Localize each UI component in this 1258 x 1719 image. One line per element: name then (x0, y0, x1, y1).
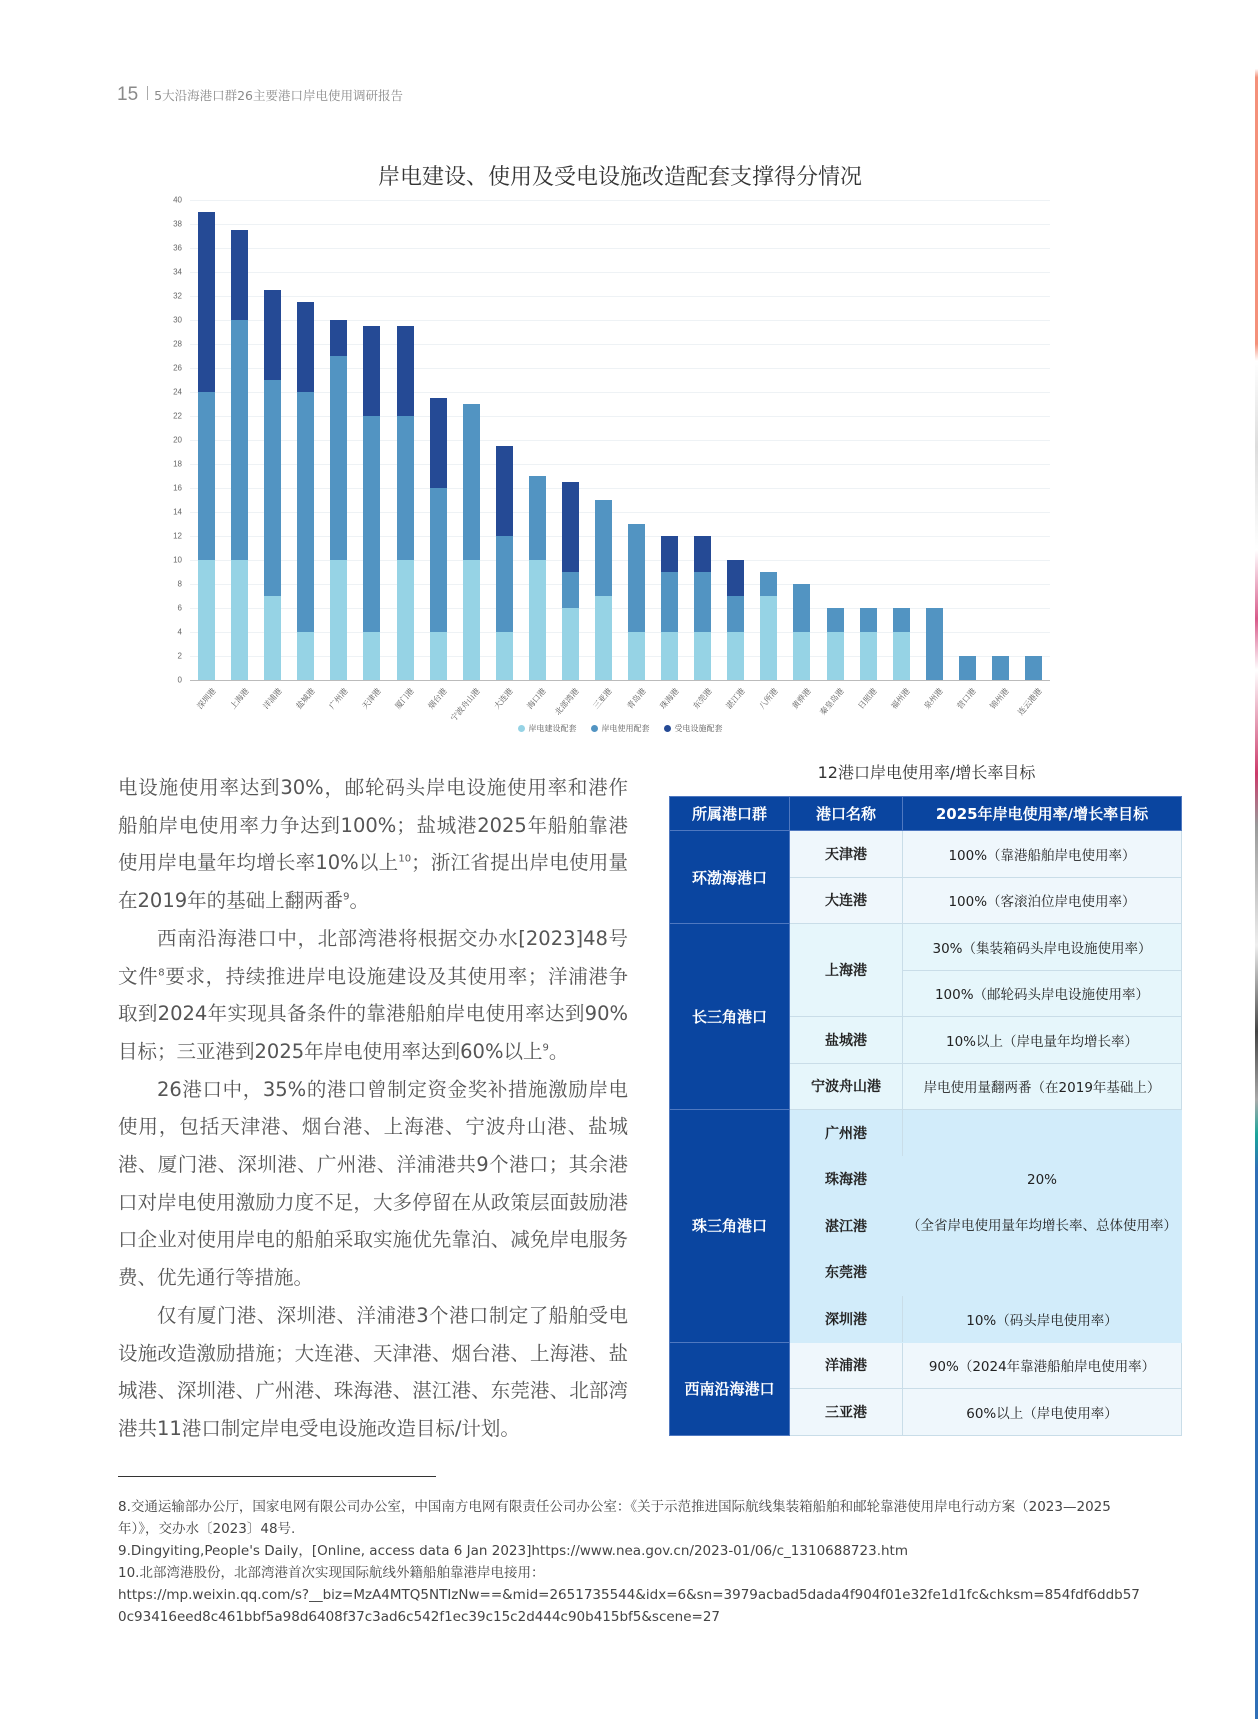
x-tick-label: 大连港 (492, 686, 515, 711)
table-row (670, 831, 1182, 878)
footnote-8: 8.交通运输部办公厅，国家电网有限公司办公室，中国南方电网有限责任公司办公室：《关于示范推进国际航线集装箱船舶和邮轮靠港使用岸电行动方案（2023—2025年）》，交办水〔2023〕48号. (118, 1499, 1111, 1537)
port-targets-table (669, 796, 1182, 1436)
x-tick-label: 广州港 (327, 686, 350, 711)
bar-segment (727, 632, 744, 680)
x-tick-label: 天津港 (360, 686, 383, 711)
x-tick-label: 日照港 (856, 686, 879, 711)
bar-segment (959, 656, 976, 680)
bar-大连港 (496, 446, 513, 680)
x-tick-label: 湛江港 (724, 686, 747, 711)
bar-segment (430, 398, 447, 488)
bar-八所港 (760, 572, 777, 680)
shared-target-note: （全省岸电使用量年均增长率、总体使用率） (907, 1217, 1177, 1234)
bar-segment (363, 632, 380, 680)
table-row (670, 1110, 1182, 1157)
bar-segment (198, 560, 215, 680)
bar-segment (694, 632, 711, 680)
bar-segment (727, 596, 744, 632)
legend-label: 受电设施配套 (674, 724, 723, 733)
x-axis-line (190, 680, 1050, 681)
shared-target-value: 20% (1026, 1171, 1057, 1188)
paragraph: 西南沿海港口中，北部湾港将根据交办水[2023]48号文件$^8$要求，持续推进岸电设施建设及其使用率；洋浦港争取到2024年实现具备条件的靠港船舶岸电使用率达到90%目标；三亚港到2025年岸电使用率达到60%以上$^9$。 (118, 926, 628, 1063)
bar-洋浦港 (264, 290, 281, 680)
bar-segment (198, 212, 215, 392)
bar-泉州港 (926, 608, 943, 680)
x-tick-label: 连云港港 (1016, 686, 1045, 717)
bar-东莞港 (694, 536, 711, 680)
footnote-ref: 8 (158, 967, 165, 979)
bar-segment (330, 560, 347, 680)
port-cell: 深圳港 (790, 1296, 903, 1343)
gridline (190, 584, 1050, 585)
table-title: 12港口岸电使用率/增长率目标 (817, 763, 1036, 782)
legend-label: 岸电使用配套 (601, 724, 650, 733)
legend-dot-icon (664, 725, 671, 732)
group-cell: 珠三角港口 (670, 1110, 790, 1343)
gridline (190, 416, 1050, 417)
gridline (190, 368, 1050, 369)
y-tick-label: 26 (173, 363, 182, 373)
bar-segment (595, 500, 612, 596)
bar-segment (430, 632, 447, 680)
bar-segment (231, 230, 248, 320)
bar-锦州港 (992, 656, 1009, 680)
chart-title: 岸电建设、使用及受电设施改造配套支撑得分情况 (377, 165, 862, 190)
bar-segment (463, 560, 480, 680)
table-row (670, 1342, 1182, 1389)
bar-segment (827, 608, 844, 632)
x-tick-label: 海口港 (525, 686, 548, 711)
port-cell: 广州港 (790, 1110, 903, 1157)
column-header-port-name: 港口名称 (790, 797, 903, 831)
page-number: 15 (117, 84, 139, 105)
gridline (190, 512, 1050, 513)
bar-segment (496, 446, 513, 536)
gridline (190, 464, 1050, 465)
bar-segment (595, 596, 612, 680)
bar-天津港 (363, 326, 380, 680)
x-tick-label: 珠海港 (657, 686, 681, 711)
gridline (190, 656, 1050, 657)
bar-segment (198, 392, 215, 560)
y-tick-label: 6 (177, 603, 182, 613)
bar-营口港 (959, 656, 976, 680)
x-tick-label: 深圳港 (194, 686, 218, 711)
bar-segment (827, 632, 844, 680)
bar-segment (628, 632, 645, 680)
port-cell: 盐城港 (790, 1017, 903, 1064)
bar-盐城港 (297, 302, 314, 680)
y-tick-label: 38 (173, 219, 182, 229)
gridline (190, 200, 1050, 201)
y-tick-label: 32 (173, 291, 182, 301)
bar-segment (397, 416, 414, 560)
x-tick-label: 秦皇岛港 (818, 686, 846, 717)
x-tick-label: 营口港 (955, 686, 978, 711)
y-tick-label: 20 (173, 435, 182, 445)
bar-青岛港 (628, 524, 645, 680)
bar-福州港 (893, 608, 910, 680)
bar-烟台港 (430, 398, 447, 680)
bar-segment (231, 560, 248, 680)
table-row (670, 924, 1182, 971)
bar-segment (363, 416, 380, 632)
bar-segment (529, 560, 546, 680)
y-tick-label: 2 (177, 651, 182, 661)
bar-segment (397, 326, 414, 416)
bar-黄骅港 (793, 584, 810, 680)
bar-segment (893, 608, 910, 632)
bar-segment (562, 608, 579, 680)
bar-segment (926, 608, 943, 680)
bar-segment (463, 404, 480, 560)
bar-segment (297, 302, 314, 392)
bar-日照港 (860, 608, 877, 680)
paragraph: 26港口中，35%的港口曾制定资金奖补措施激励岸电使用，包括天津港、烟台港、上海港、宁波舟山港、盐城港、厦门港、深圳港、广州港、洋浦港共9个港口；其余港口对岸电使用激励力度不足，大多停留在从政策层面鼓励港口企业对使用岸电的船舶采取实施优先靠泊、减免岸电服务费、优先通行等措施。 (118, 1077, 628, 1290)
gridline (190, 440, 1050, 441)
footnotes (118, 1496, 1148, 1628)
shared-target-cell (903, 1110, 1182, 1296)
footnote-10-link[interactable]: https://mp.weixin.qq.com/s?__biz=MzA4MTQ5NTIzNw==&mid=2651735544&idx=6&sn=3979acbad5dada4f904f01e32fe1d1fc&chksm=854fdf6ddb570c93416eed8c461bbf5a98d6408f37c3ad6c542f1ec39c15c2d444c90b415bf5&scene=27 (118, 1587, 1140, 1625)
x-tick-label: 福州港 (889, 686, 912, 711)
target-cell: 30%（集装箱码头岸电设施使用率） (903, 924, 1182, 971)
x-tick-label: 锦州港 (988, 686, 1012, 711)
legend-label: 岸电建设配套 (528, 724, 577, 733)
port-cell: 宁波舟山港 (790, 1063, 903, 1110)
bar-湛江港 (727, 560, 744, 680)
group-cell: 长三角港口 (670, 924, 790, 1110)
bar-连云港港 (1025, 656, 1042, 680)
port-cell: 上海港 (790, 924, 903, 1017)
legend-dot-icon (591, 725, 598, 732)
bar-segment (231, 320, 248, 560)
y-tick-label: 4 (177, 627, 182, 637)
bar-广州港 (330, 320, 347, 680)
footnote-10: 10.北部湾港股份，北部湾港首次实现国际航线外籍船舶靠港岸电接用： (118, 1565, 545, 1581)
bar-segment (330, 356, 347, 560)
bar-三亚港 (595, 500, 612, 680)
footnote-divider (118, 1476, 436, 1477)
gridline (190, 224, 1050, 225)
x-tick-label: 厦门港 (393, 686, 416, 711)
bar-segment (397, 560, 414, 680)
footnote-ref: 9 (542, 1042, 549, 1054)
bar-宁波舟山港 (463, 404, 480, 680)
x-tick-label: 泉州港 (922, 686, 945, 711)
paragraph: 电设施使用率达到30%，邮轮码头岸电设施使用率和港作船舶岸电使用率力争达到100%；盐城港2025年船舶靠港使用岸电量年均增长率10%以上$^{10}$；浙江省提出岸电使用量在2019年的基础上翻两番$^9$。 (118, 776, 628, 913)
target-cell: 100%（邮轮码头岸电设施使用率） (903, 970, 1182, 1017)
target-cell: 岸电使用量翻两番（在2019年基础上） (903, 1063, 1182, 1110)
x-tick-label: 青岛港 (624, 686, 648, 711)
column-header-port-group: 所属港口群 (670, 797, 790, 831)
port-cell: 三亚港 (790, 1389, 903, 1436)
y-tick-label: 10 (173, 555, 182, 565)
gridline (190, 608, 1050, 609)
port-cell: 珠海港 (790, 1156, 903, 1203)
port-cell: 东莞港 (790, 1249, 903, 1296)
x-tick-label: 洋浦港 (261, 686, 284, 711)
y-tick-label: 8 (177, 579, 182, 589)
bar-segment (860, 608, 877, 632)
stacked-bar-chart (173, 195, 1050, 724)
gridline (190, 488, 1050, 489)
x-tick-label: 三亚港 (591, 686, 615, 711)
bar-segment (793, 632, 810, 680)
group-cell: 环渤海港口 (670, 831, 790, 924)
bar-segment (1025, 656, 1042, 680)
running-title: 5大沿海港口群26主要港口岸电使用调研报告 (154, 88, 404, 103)
bar-珠海港 (661, 536, 678, 680)
bar-segment (793, 584, 810, 632)
port-cell: 洋浦港 (790, 1342, 903, 1389)
port-cell: 湛江港 (790, 1203, 903, 1250)
footnote-ref: 9 (343, 891, 350, 903)
bar-厦门港 (397, 326, 414, 680)
column-header-target: 2025年岸电使用率/增长率目标 (903, 797, 1182, 831)
bar-segment (562, 482, 579, 572)
y-tick-label: 16 (173, 483, 182, 493)
target-cell: 100%（靠港船舶岸电使用率） (903, 831, 1182, 878)
y-tick-label: 28 (173, 339, 182, 349)
gridline (190, 296, 1050, 297)
footnote-ref: 10 (398, 853, 412, 865)
bar-segment (694, 572, 711, 632)
bar-segment (264, 596, 281, 680)
bar-segment (562, 572, 579, 608)
y-tick-label: 18 (173, 459, 182, 469)
bar-segment (264, 380, 281, 596)
gridline (190, 320, 1050, 321)
y-tick-label: 40 (173, 195, 182, 205)
bar-segment (297, 392, 314, 632)
bar-segment (529, 476, 546, 560)
footnote-9: 9.Dingyiting,People's Daily，[Online, access data 6 Jan 2023]https://www.nea.gov.cn/2023-01/06/c_1310688723.htm (118, 1543, 908, 1559)
bar-segment (893, 632, 910, 680)
group-cell: 西南沿海港口 (670, 1342, 790, 1435)
gridline (190, 632, 1050, 633)
gridline (190, 536, 1050, 537)
x-tick-label: 东莞港 (691, 686, 714, 711)
bar-上海港 (231, 230, 248, 680)
bar-segment (760, 572, 777, 596)
bar-segment (727, 560, 744, 596)
y-tick-label: 12 (173, 531, 182, 541)
port-cell: 大连港 (790, 877, 903, 924)
bar-深圳港 (198, 212, 215, 680)
x-tick-label: 烟台港 (426, 686, 449, 711)
paragraph: 仅有厦门港、深圳港、洋浦港3个港口制定了船舶受电设施改造激励措施；大连港、天津港、烟台港、上海港、盐城港、深圳港、广州港、珠海港、湛江港、东莞港、北部湾港共11港口制定岸电受电设施改造目标/计划。 (118, 1303, 628, 1440)
bar-segment (264, 290, 281, 380)
bar-秦皇岛港 (827, 608, 844, 680)
x-tick-label: 北部湾港 (553, 686, 582, 717)
y-tick-label: 36 (173, 243, 182, 253)
bar-segment (860, 632, 877, 680)
x-tick-label: 黄骅港 (790, 686, 813, 711)
legend-item (518, 723, 577, 734)
y-tick-label: 22 (173, 411, 182, 421)
target-cell: 10%（码头岸电使用率） (903, 1296, 1182, 1343)
header-divider (147, 86, 148, 100)
target-cell: 10%以上（岸电量年均增长率） (903, 1017, 1182, 1064)
gridline (190, 392, 1050, 393)
bar-segment (496, 632, 513, 680)
target-cell: 60%以上（岸电使用率） (903, 1389, 1182, 1436)
legend-item (591, 723, 650, 734)
page-header (117, 84, 403, 106)
x-tick-label: 八所港 (757, 686, 780, 711)
target-cell: 100%（客滚泊位岸电使用率） (903, 877, 1182, 924)
bar-segment (661, 572, 678, 632)
bar-segment (628, 524, 645, 632)
target-cell: 90%（2024年靠港船舶岸电使用率） (903, 1342, 1182, 1389)
body-text (118, 769, 628, 1448)
chart-legend (0, 723, 1240, 734)
y-tick-label: 24 (173, 387, 182, 397)
bar-segment (694, 536, 711, 572)
x-tick-label: 上海港 (227, 686, 251, 711)
gridline (190, 344, 1050, 345)
bar-segment (363, 326, 380, 416)
y-tick-label: 30 (173, 315, 182, 325)
y-tick-label: 34 (173, 267, 182, 277)
bar-segment (760, 596, 777, 680)
legend-item (664, 723, 723, 734)
bar-segment (661, 632, 678, 680)
bar-segment (330, 320, 347, 356)
x-tick-label: 盐城港 (294, 686, 317, 711)
y-tick-label: 0 (177, 675, 182, 685)
gridline (190, 560, 1050, 561)
port-cell: 天津港 (790, 831, 903, 878)
legend-dot-icon (518, 725, 525, 732)
bar-segment (430, 488, 447, 632)
bar-海口港 (529, 476, 546, 680)
bar-北部湾港 (562, 482, 579, 680)
x-tick-label: 宁波舟山港 (449, 686, 482, 724)
y-tick-label: 14 (173, 507, 182, 517)
bar-segment (297, 632, 314, 680)
bar-segment (496, 536, 513, 632)
bar-segment (661, 536, 678, 572)
gridline (190, 248, 1050, 249)
gridline (190, 272, 1050, 273)
bar-segment (992, 656, 1009, 680)
